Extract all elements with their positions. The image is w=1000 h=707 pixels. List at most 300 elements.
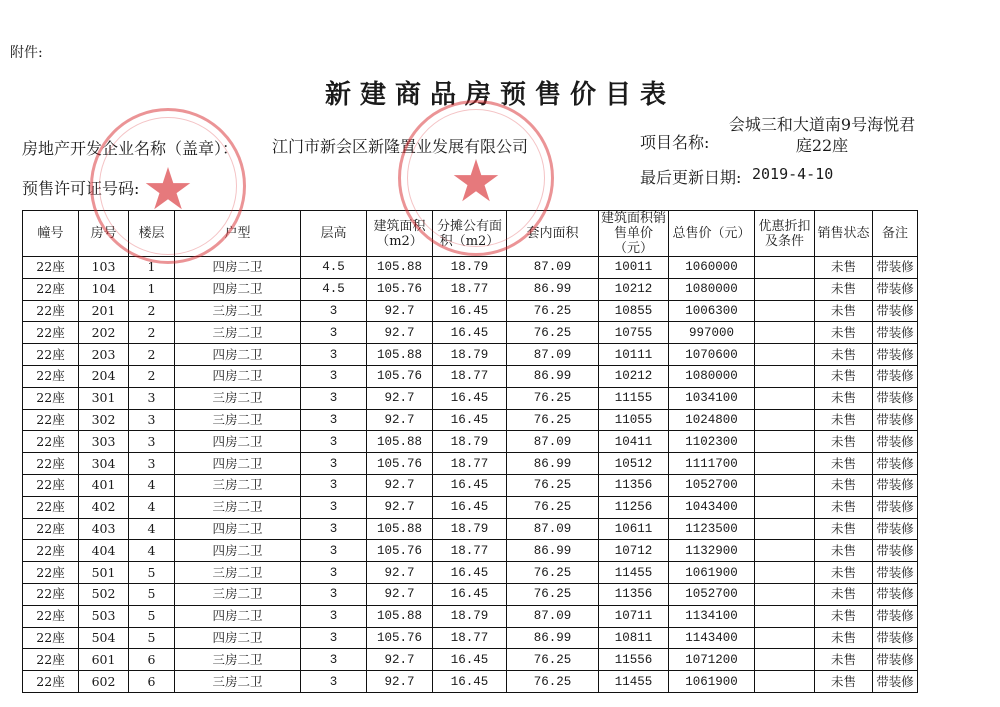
table-cell: 86.99 — [507, 278, 599, 300]
table-cell: 87.09 — [507, 518, 599, 540]
table-cell: 22座 — [23, 431, 79, 453]
table-cell: 3 — [301, 387, 367, 409]
table-cell: 带装修 — [873, 300, 918, 322]
table-cell: 2 — [129, 365, 175, 387]
table-cell: 22座 — [23, 671, 79, 693]
table-cell: 带装修 — [873, 257, 918, 279]
table-cell: 76.25 — [507, 387, 599, 409]
table-cell: 3 — [301, 453, 367, 475]
col-header: 建筑面积销售单价（元） — [599, 211, 669, 257]
star-icon: ★ — [142, 155, 194, 223]
table-cell: 3 — [301, 365, 367, 387]
government-seal — [90, 108, 246, 264]
table-cell: 带装修 — [873, 605, 918, 627]
table-cell: 22座 — [23, 540, 79, 562]
table-cell: 3 — [301, 649, 367, 671]
table-cell: 4.5 — [301, 278, 367, 300]
table-cell: 未售 — [815, 605, 873, 627]
table-cell: 未售 — [815, 322, 873, 344]
table-cell: 1052700 — [669, 583, 755, 605]
table-cell: 105.88 — [367, 344, 433, 366]
table-row — [23, 518, 918, 540]
table-cell: 三房二卫 — [175, 300, 301, 322]
table-cell: 201 — [79, 300, 129, 322]
table-cell: 带装修 — [873, 627, 918, 649]
table-cell: 1006300 — [669, 300, 755, 322]
table-cell: 未售 — [815, 496, 873, 518]
table-cell: 四房二卫 — [175, 365, 301, 387]
permit-label: 预售许可证号码: — [22, 179, 140, 198]
table-cell: 1080000 — [669, 365, 755, 387]
table-cell: 22座 — [23, 344, 79, 366]
table-cell: 未售 — [815, 387, 873, 409]
table-cell: 带装修 — [873, 365, 918, 387]
table-cell: 5 — [129, 562, 175, 584]
table-cell: 10711 — [599, 605, 669, 627]
table-cell: 22座 — [23, 583, 79, 605]
table-cell: 22座 — [23, 322, 79, 344]
table-cell: 18.79 — [433, 518, 507, 540]
table-cell: 未售 — [815, 365, 873, 387]
table-cell: 76.25 — [507, 474, 599, 496]
table-cell: 带装修 — [873, 409, 918, 431]
price-table — [22, 210, 918, 693]
table-cell: 76.25 — [507, 496, 599, 518]
table-cell: 四房二卫 — [175, 257, 301, 279]
table-cell: 997000 — [669, 322, 755, 344]
table-row — [23, 562, 918, 584]
table-cell: 92.7 — [367, 387, 433, 409]
table-cell: 92.7 — [367, 474, 433, 496]
table-cell — [755, 431, 815, 453]
table-row — [23, 344, 918, 366]
table-cell: 四房二卫 — [175, 344, 301, 366]
table-cell: 11356 — [599, 583, 669, 605]
table-cell: 22座 — [23, 300, 79, 322]
col-header: 套内面积 — [507, 211, 599, 257]
table-cell: 16.45 — [433, 649, 507, 671]
table-cell — [755, 562, 815, 584]
table-cell: 18.79 — [433, 257, 507, 279]
table-cell: 未售 — [815, 344, 873, 366]
table-cell: 1143400 — [669, 627, 755, 649]
table-cell: 带装修 — [873, 322, 918, 344]
table-cell: 1123500 — [669, 518, 755, 540]
table-cell: 1070600 — [669, 344, 755, 366]
project-label: 项目名称: — [640, 133, 710, 152]
table-cell: 3 — [301, 583, 367, 605]
table-cell: 未售 — [815, 409, 873, 431]
table-cell: 5 — [129, 627, 175, 649]
table-cell: 10411 — [599, 431, 669, 453]
table-cell: 1071200 — [669, 649, 755, 671]
table-cell: 3 — [301, 496, 367, 518]
table-cell: 11556 — [599, 649, 669, 671]
table-cell: 6 — [129, 671, 175, 693]
table-cell: 四房二卫 — [175, 278, 301, 300]
col-header: 户型 — [175, 211, 301, 257]
table-row — [23, 300, 918, 322]
table-row — [23, 474, 918, 496]
table-cell: 带装修 — [873, 671, 918, 693]
table-cell — [755, 365, 815, 387]
table-cell: 103 — [79, 257, 129, 279]
star-icon: ★ — [450, 147, 502, 215]
col-header: 备注 — [873, 211, 918, 257]
table-cell — [755, 671, 815, 693]
table-cell: 1043400 — [669, 496, 755, 518]
table-cell: 92.7 — [367, 562, 433, 584]
table-cell: 401 — [79, 474, 129, 496]
col-header: 层高 — [301, 211, 367, 257]
table-cell: 202 — [79, 322, 129, 344]
table-cell: 3 — [301, 409, 367, 431]
table-cell: 22座 — [23, 518, 79, 540]
table-cell: 86.99 — [507, 627, 599, 649]
table-cell: 带装修 — [873, 583, 918, 605]
table-cell: 未售 — [815, 562, 873, 584]
table-cell: 10512 — [599, 453, 669, 475]
table-cell: 三房二卫 — [175, 583, 301, 605]
table-cell: 204 — [79, 365, 129, 387]
table-cell: 1 — [129, 257, 175, 279]
table-cell: 105.76 — [367, 540, 433, 562]
col-header: 优惠折扣及条件 — [755, 211, 815, 257]
table-cell: 92.7 — [367, 496, 433, 518]
col-header: 建筑面积（m2） — [367, 211, 433, 257]
table-cell: 76.25 — [507, 562, 599, 584]
table-cell — [755, 540, 815, 562]
table-cell: 22座 — [23, 649, 79, 671]
table-cell: 4.5 — [301, 257, 367, 279]
table-cell: 16.45 — [433, 387, 507, 409]
table-cell: 11256 — [599, 496, 669, 518]
table-cell: 87.09 — [507, 257, 599, 279]
table-cell: 四房二卫 — [175, 453, 301, 475]
table-cell: 18.79 — [433, 605, 507, 627]
table-cell: 105.76 — [367, 627, 433, 649]
table-cell: 10011 — [599, 257, 669, 279]
table-cell: 105.88 — [367, 431, 433, 453]
table-cell: 22座 — [23, 387, 79, 409]
table-row — [23, 583, 918, 605]
table-cell: 4 — [129, 496, 175, 518]
updated-date: 2019-4-10 — [752, 165, 834, 183]
table-row — [23, 540, 918, 562]
col-header: 幢号 — [23, 211, 79, 257]
table-cell: 76.25 — [507, 583, 599, 605]
table-cell: 18.77 — [433, 627, 507, 649]
table-cell: 87.09 — [507, 605, 599, 627]
table-cell: 18.77 — [433, 540, 507, 562]
table-cell: 92.7 — [367, 671, 433, 693]
table-cell: 1132900 — [669, 540, 755, 562]
table-row — [23, 496, 918, 518]
table-cell: 带装修 — [873, 518, 918, 540]
table-cell: 3 — [301, 562, 367, 584]
table-cell: 503 — [79, 605, 129, 627]
table-cell — [755, 453, 815, 475]
table-cell: 3 — [301, 518, 367, 540]
table-cell: 未售 — [815, 583, 873, 605]
table-cell: 22座 — [23, 278, 79, 300]
table-row — [23, 453, 918, 475]
table-cell: 22座 — [23, 474, 79, 496]
table-cell: 105.76 — [367, 453, 433, 475]
attachment-label: 附件: — [10, 45, 43, 61]
table-cell: 未售 — [815, 257, 873, 279]
developer-label: 房地产开发企业名称（盖章）： — [22, 139, 239, 158]
table-cell: 302 — [79, 409, 129, 431]
table-cell: 4 — [129, 518, 175, 540]
table-cell: 10755 — [599, 322, 669, 344]
table-cell: 未售 — [815, 300, 873, 322]
table-cell: 501 — [79, 562, 129, 584]
table-cell: 未售 — [815, 474, 873, 496]
table-cell: 带装修 — [873, 344, 918, 366]
table-cell: 92.7 — [367, 409, 433, 431]
table-cell: 22座 — [23, 365, 79, 387]
table-cell: 502 — [79, 583, 129, 605]
table-cell: 带装修 — [873, 474, 918, 496]
table-cell: 3 — [129, 453, 175, 475]
table-cell: 1060000 — [669, 257, 755, 279]
table-cell: 92.7 — [367, 322, 433, 344]
col-header: 总售价（元） — [669, 211, 755, 257]
table-cell: 2 — [129, 322, 175, 344]
table-cell: 四房二卫 — [175, 431, 301, 453]
table-cell: 10611 — [599, 518, 669, 540]
table-cell: 3 — [301, 300, 367, 322]
table-cell: 86.99 — [507, 365, 599, 387]
table-cell: 3 — [129, 409, 175, 431]
table-cell: 504 — [79, 627, 129, 649]
table-cell — [755, 322, 815, 344]
table-cell: 92.7 — [367, 583, 433, 605]
table-cell: 三房二卫 — [175, 496, 301, 518]
table-cell: 11356 — [599, 474, 669, 496]
project-name: 会城三和大道南9号海悦君庭22座 — [728, 115, 916, 155]
table-cell: 未售 — [815, 431, 873, 453]
table-cell: 18.77 — [433, 278, 507, 300]
col-header: 销售状态 — [815, 211, 873, 257]
table-cell: 105.88 — [367, 518, 433, 540]
table-cell: 10811 — [599, 627, 669, 649]
table-body — [23, 257, 918, 693]
table-cell: 403 — [79, 518, 129, 540]
table-cell: 三房二卫 — [175, 649, 301, 671]
table-cell: 22座 — [23, 257, 79, 279]
company-seal — [398, 100, 554, 256]
table-row — [23, 278, 918, 300]
col-header: 房号 — [79, 211, 129, 257]
table-cell: 16.45 — [433, 562, 507, 584]
table-cell: 带装修 — [873, 431, 918, 453]
table-cell: 203 — [79, 344, 129, 366]
table-row — [23, 627, 918, 649]
table-row — [23, 387, 918, 409]
table-row — [23, 322, 918, 344]
table-cell: 4 — [129, 474, 175, 496]
table-cell: 11155 — [599, 387, 669, 409]
table-cell: 3 — [129, 431, 175, 453]
table-cell: 301 — [79, 387, 129, 409]
developer-name: 江门市新会区新隆置业发展有限公司 — [272, 137, 529, 156]
table-cell: 10212 — [599, 365, 669, 387]
table-cell: 22座 — [23, 409, 79, 431]
table-row — [23, 605, 918, 627]
table-cell — [755, 605, 815, 627]
table-cell: 2 — [129, 344, 175, 366]
table-cell: 三房二卫 — [175, 562, 301, 584]
table-cell — [755, 583, 815, 605]
table-cell: 16.45 — [433, 322, 507, 344]
table-cell: 未售 — [815, 518, 873, 540]
table-cell — [755, 496, 815, 518]
table-cell: 22座 — [23, 605, 79, 627]
table-cell: 1061900 — [669, 671, 755, 693]
col-header: 分摊公有面积（m2） — [433, 211, 507, 257]
table-cell: 11055 — [599, 409, 669, 431]
table-cell: 86.99 — [507, 453, 599, 475]
table-cell: 三房二卫 — [175, 387, 301, 409]
table-cell: 404 — [79, 540, 129, 562]
table-cell: 303 — [79, 431, 129, 453]
table-cell — [755, 518, 815, 540]
table-cell — [755, 649, 815, 671]
table-cell: 未售 — [815, 671, 873, 693]
table-cell: 2 — [129, 300, 175, 322]
table-row — [23, 431, 918, 453]
table-cell: 86.99 — [507, 540, 599, 562]
table-cell: 22座 — [23, 496, 79, 518]
table-cell: 601 — [79, 649, 129, 671]
table-cell: 104 — [79, 278, 129, 300]
table-cell: 87.09 — [507, 344, 599, 366]
table-cell — [755, 627, 815, 649]
table-cell: 四房二卫 — [175, 540, 301, 562]
table-cell: 四房二卫 — [175, 605, 301, 627]
table-cell: 76.25 — [507, 300, 599, 322]
col-header: 楼层 — [129, 211, 175, 257]
table-cell: 22座 — [23, 627, 79, 649]
table-cell: 带装修 — [873, 496, 918, 518]
table-cell: 92.7 — [367, 649, 433, 671]
table-cell: 3 — [301, 605, 367, 627]
table-cell: 1080000 — [669, 278, 755, 300]
table-cell: 三房二卫 — [175, 474, 301, 496]
table-cell: 4 — [129, 540, 175, 562]
table-cell: 1024800 — [669, 409, 755, 431]
table-cell: 3 — [301, 474, 367, 496]
table-cell: 16.45 — [433, 300, 507, 322]
table-cell: 602 — [79, 671, 129, 693]
table-cell: 1034100 — [669, 387, 755, 409]
table-cell: 5 — [129, 605, 175, 627]
table-cell: 87.09 — [507, 431, 599, 453]
table-cell: 6 — [129, 649, 175, 671]
table-cell — [755, 474, 815, 496]
table-cell: 带装修 — [873, 649, 918, 671]
table-cell: 76.25 — [507, 409, 599, 431]
table-row — [23, 671, 918, 693]
table-cell: 18.79 — [433, 344, 507, 366]
table-cell: 未售 — [815, 627, 873, 649]
table-cell: 10212 — [599, 278, 669, 300]
table-cell: 3 — [301, 540, 367, 562]
table-row — [23, 649, 918, 671]
table-cell: 未售 — [815, 278, 873, 300]
table-cell: 带装修 — [873, 562, 918, 584]
table-cell: 1111700 — [669, 453, 755, 475]
table-cell: 未售 — [815, 453, 873, 475]
table-cell: 三房二卫 — [175, 409, 301, 431]
table-cell: 105.76 — [367, 278, 433, 300]
table-cell: 1052700 — [669, 474, 755, 496]
table-cell: 105.76 — [367, 365, 433, 387]
table-cell: 四房二卫 — [175, 518, 301, 540]
table-cell: 3 — [129, 387, 175, 409]
table-cell: 未售 — [815, 649, 873, 671]
table-cell: 1 — [129, 278, 175, 300]
table-cell: 16.45 — [433, 474, 507, 496]
table-cell: 76.25 — [507, 671, 599, 693]
table-cell: 带装修 — [873, 387, 918, 409]
table-cell: 10712 — [599, 540, 669, 562]
table-cell: 3 — [301, 627, 367, 649]
table-cell: 18.77 — [433, 453, 507, 475]
page-title: 新建商品房预售价目表 — [324, 80, 675, 110]
table-cell: 10111 — [599, 344, 669, 366]
table-cell: 16.45 — [433, 409, 507, 431]
table-cell — [755, 409, 815, 431]
table-cell: 3 — [301, 322, 367, 344]
table-cell: 402 — [79, 496, 129, 518]
table-cell: 三房二卫 — [175, 671, 301, 693]
table-cell: 16.45 — [433, 671, 507, 693]
table-cell — [755, 387, 815, 409]
table-cell: 76.25 — [507, 649, 599, 671]
table-cell: 3 — [301, 431, 367, 453]
table-cell: 76.25 — [507, 322, 599, 344]
table-cell: 带装修 — [873, 278, 918, 300]
updated-label: 最后更新日期: — [640, 168, 742, 187]
table-cell — [755, 278, 815, 300]
table-cell: 22座 — [23, 453, 79, 475]
table-cell: 92.7 — [367, 300, 433, 322]
table-cell: 16.45 — [433, 496, 507, 518]
table-cell: 带装修 — [873, 453, 918, 475]
table-cell: 304 — [79, 453, 129, 475]
table-cell: 带装修 — [873, 540, 918, 562]
table-cell: 18.79 — [433, 431, 507, 453]
table-cell — [755, 300, 815, 322]
table-cell — [755, 257, 815, 279]
table-cell: 10855 — [599, 300, 669, 322]
table-cell: 105.88 — [367, 257, 433, 279]
table-cell: 11455 — [599, 562, 669, 584]
table-cell: 5 — [129, 583, 175, 605]
table-cell: 三房二卫 — [175, 322, 301, 344]
table-cell: 16.45 — [433, 583, 507, 605]
table-cell: 1102300 — [669, 431, 755, 453]
table-cell: 3 — [301, 344, 367, 366]
table-row — [23, 365, 918, 387]
table-cell: 3 — [301, 671, 367, 693]
table-cell: 105.88 — [367, 605, 433, 627]
table-cell: 18.77 — [433, 365, 507, 387]
table-cell: 四房二卫 — [175, 627, 301, 649]
